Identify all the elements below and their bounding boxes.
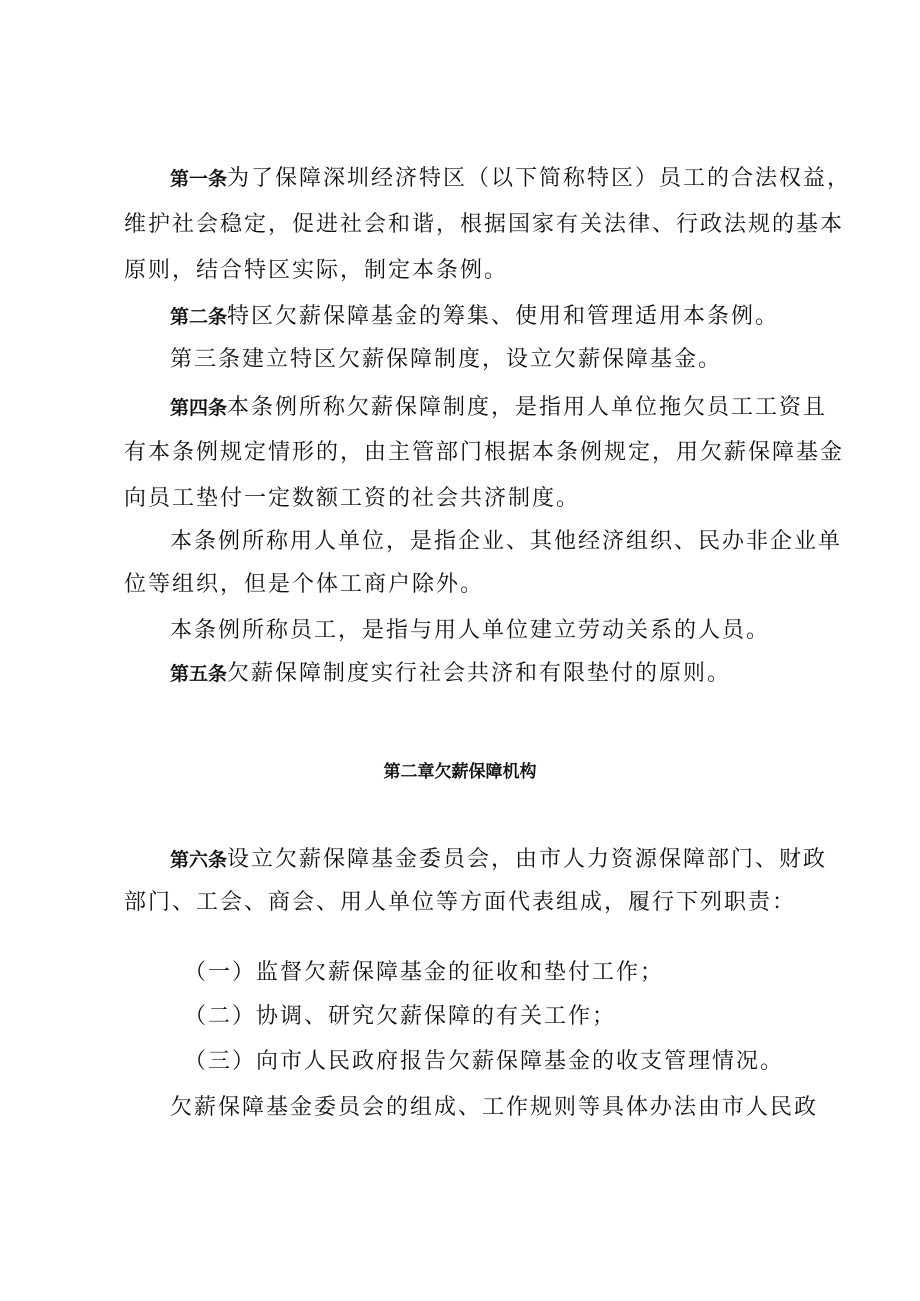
article-4-para3-line-1: 本条例所称员工，是指与用人单位建立劳动关系的人员。 [170, 618, 771, 643]
article-2-label: 第二条 [170, 306, 228, 328]
article-4-line-2: 有本条例规定情形的，由主管部门根据本条例规定，用欠薪保障基金 [124, 440, 845, 465]
article-6-item-3: （三）向市人民政府报告欠薪保障基金的收支管理情况。 [184, 1049, 785, 1074]
article-6-label: 第六条 [170, 849, 228, 871]
article-1-line-2: 维护社会稳定，促进社会和谐，根据国家有关法律、行政法规的基本 [124, 212, 845, 237]
article-4-label: 第四条 [170, 397, 228, 419]
article-6-line-1 [170, 845, 827, 875]
article-2-text-1: 特区欠薪保障基金的筹集、使用和管理适用本条例。 [227, 304, 780, 329]
article-6-text-1: 设立欠薪保障基金委员会，由市人力资源保障部门、财政 [227, 847, 828, 872]
article-4-para2-line-2: 位等组织，但是个体工商户除外。 [124, 572, 485, 597]
article-5-label: 第五条 [170, 663, 228, 685]
article-1-line-1 [170, 164, 851, 194]
article-6-line-2: 部门、工会、商会、用人单位等方面代表组成，履行下列职责： [124, 890, 797, 915]
article-1-text-1: 为了保障深圳经济特区（以下简称特区）员工的合法权益， [227, 166, 852, 191]
article-4-text-1: 本条例所称欠薪保障制度，是指用人单位拖欠员工工资且 [227, 395, 828, 420]
article-3-line-1: 第三条建立特区欠薪保障制度，设立欠薪保障基金。 [170, 347, 723, 372]
article-5-line-1 [170, 659, 731, 689]
article-6-para2-line-1: 欠薪保障基金委员会的组成、工作规则等具体办法由市人民政 [170, 1095, 819, 1120]
article-2-line-1 [170, 302, 779, 332]
article-6-item-2: （二）协调、研究欠薪保障的有关工作； [184, 1004, 617, 1029]
article-4-line-1 [170, 393, 827, 423]
article-5-text-1: 欠薪保障制度实行社会共济和有限垫付的原则。 [227, 661, 732, 686]
article-4-para2-line-1: 本条例所称用人单位，是指企业、其他经济组织、民办非企业单 [170, 529, 843, 554]
chapter-2-title: 第二章欠薪保障机构 [383, 762, 537, 782]
article-6-item-1: （一）监督欠薪保障基金的征收和垫付工作； [184, 960, 665, 985]
article-1-line-3: 原则，结合特区实际，制定本条例。 [124, 258, 509, 283]
article-1-label: 第一条 [170, 168, 228, 190]
article-4-line-3: 向员工垫付一定数额工资的社会共济制度。 [124, 486, 581, 511]
